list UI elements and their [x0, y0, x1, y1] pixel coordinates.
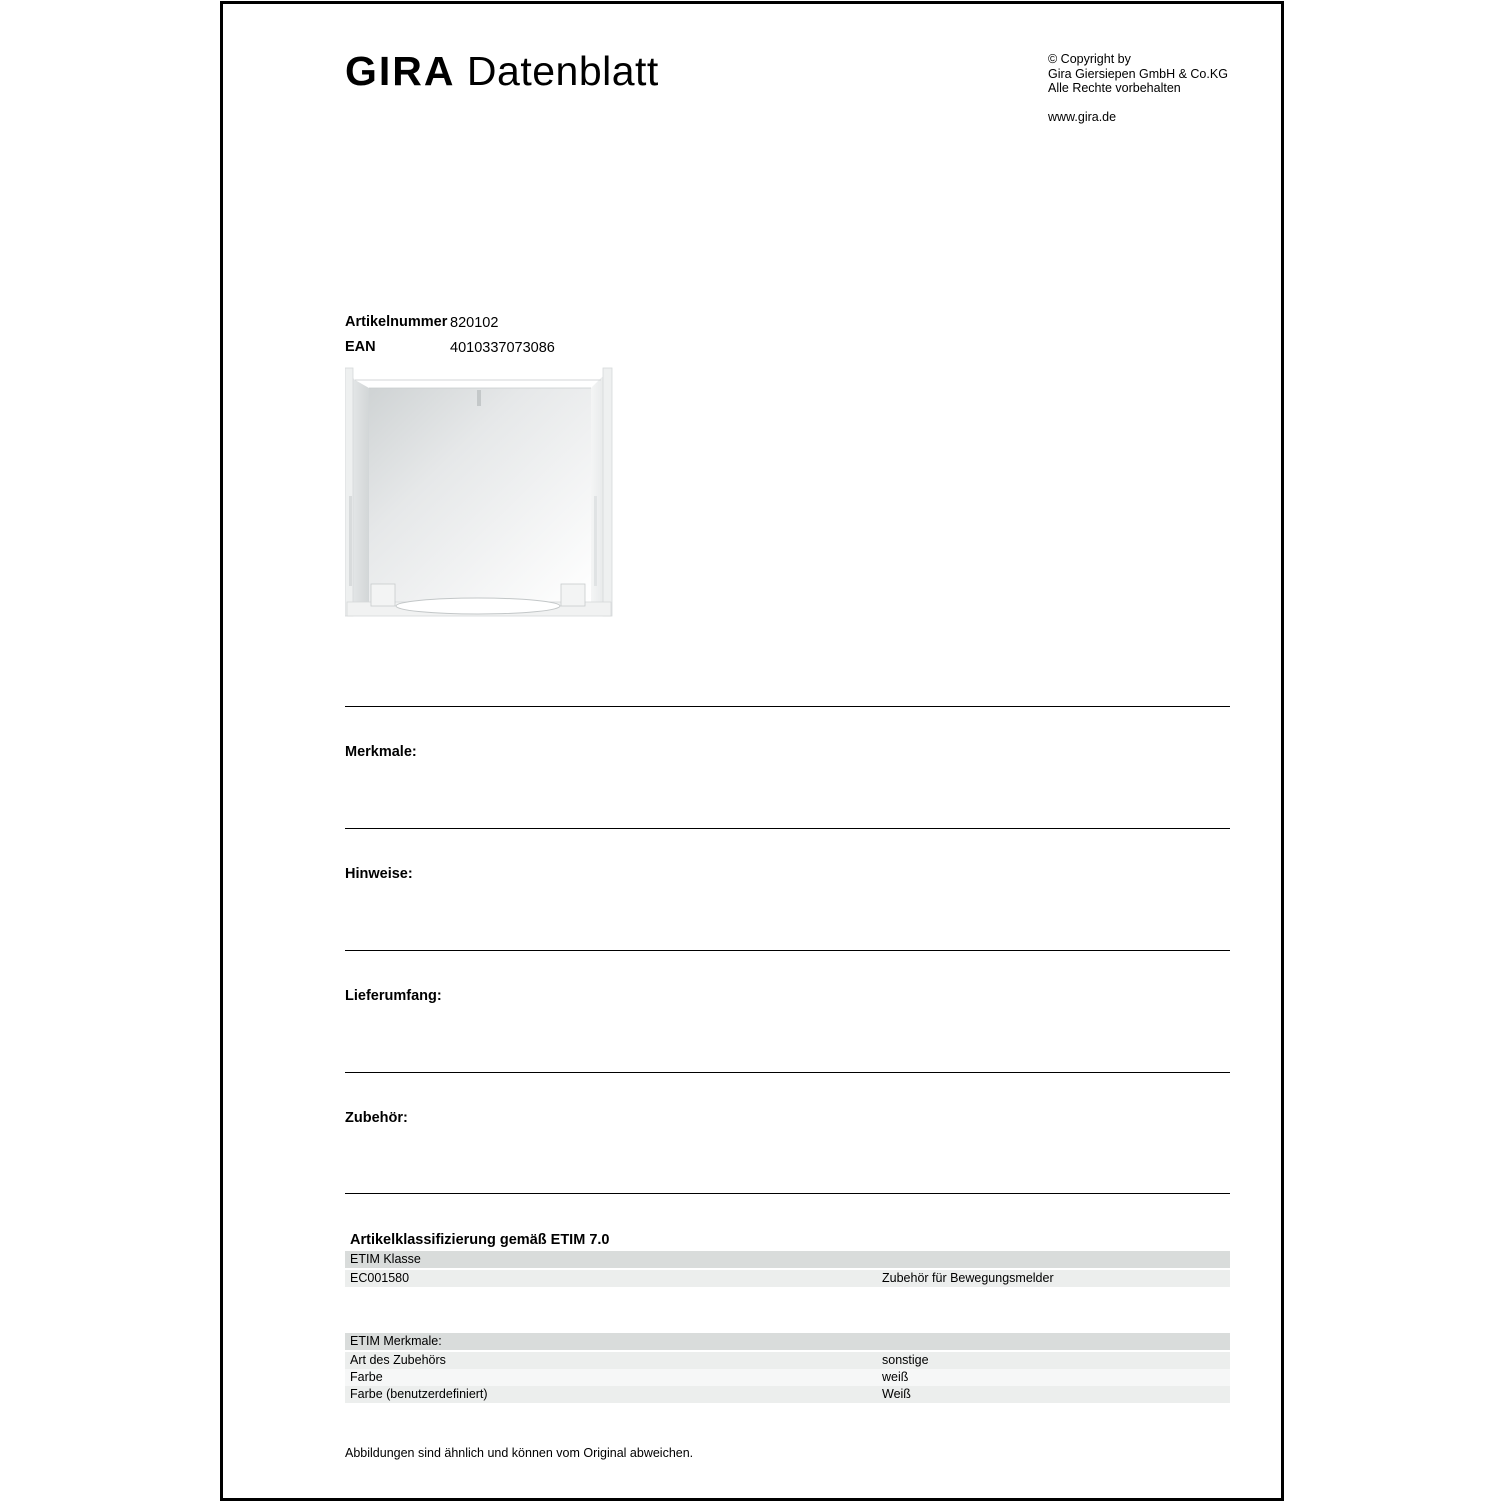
copyright-line-3: Alle Rechte vorbehalten [1048, 81, 1181, 95]
etim-feature-row [345, 1369, 1230, 1386]
divider-1 [345, 706, 1230, 707]
ean-label: EAN [345, 339, 376, 355]
article-number-label: Artikelnummer [345, 314, 448, 330]
etim-feature-value: weiß [882, 1370, 909, 1384]
divider-3 [345, 950, 1230, 951]
section-lieferumfang: Lieferumfang: [345, 988, 442, 1004]
section-hinweise: Hinweise: [345, 866, 413, 882]
etim-feature-value: Weiß [882, 1387, 911, 1401]
etim-class-header-row [345, 1251, 1230, 1268]
etim-feature-row [345, 1386, 1230, 1403]
etim-feature-name: Art des Zubehörs [350, 1353, 446, 1367]
gira-logo [345, 46, 659, 96]
copyright-line-1: © Copyright by [1048, 52, 1131, 66]
copyright-block [1048, 52, 1228, 124]
etim-class-header: ETIM Klasse [350, 1252, 421, 1266]
document-title: Datenblatt [466, 48, 659, 94]
divider-5 [345, 1193, 1230, 1194]
divider-2 [345, 828, 1230, 829]
etim-feature-value: sonstige [882, 1353, 929, 1367]
datasheet-page [220, 1, 1284, 1501]
etim-class-name: Zubehör für Bewegungsmelder [882, 1271, 1054, 1285]
website-link[interactable]: www.gira.de [1048, 109, 1117, 124]
section-zubehoer: Zubehör: [345, 1110, 408, 1126]
etim-title: Artikelklassifizierung gemäß ETIM 7.0 [350, 1232, 610, 1248]
etim-feature-name: Farbe (benutzerdefiniert) [350, 1387, 488, 1401]
etim-class-row [345, 1270, 1230, 1287]
ean-value: 4010337073086 [450, 340, 555, 356]
disclaimer: Abbildungen sind ähnlich und können vom Original abweichen. [345, 1446, 694, 1460]
etim-feature-name: Farbe [350, 1370, 383, 1384]
etim-feature-row [345, 1352, 1230, 1369]
copyright-line-2: Gira Giersiepen GmbH & Co.KG [1048, 66, 1228, 81]
divider-4 [345, 1072, 1230, 1073]
etim-features-header: ETIM Merkmale: [350, 1334, 442, 1348]
section-merkmale: Merkmale: [345, 744, 417, 760]
article-number-value: 820102 [450, 315, 499, 331]
etim-features-header-row [345, 1333, 1230, 1350]
product-image [345, 366, 613, 618]
etim-class-code: EC001580 [350, 1271, 410, 1285]
brand-name: GIRA [345, 48, 456, 94]
